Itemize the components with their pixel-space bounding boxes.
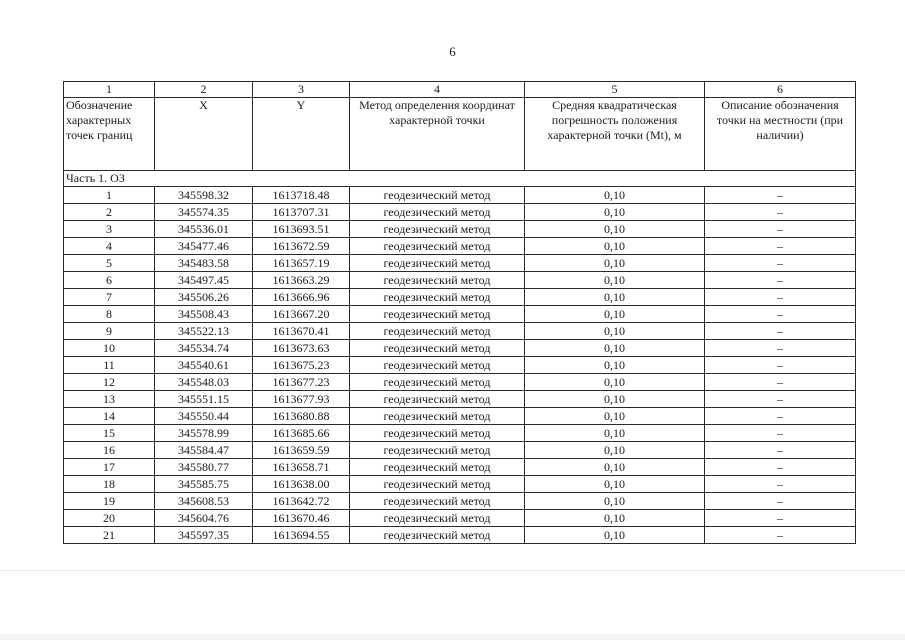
column-number-row [64, 82, 856, 98]
cell-y: 1613642.72 [253, 493, 350, 510]
column-number: 5 [525, 82, 705, 98]
cell-description: – [705, 323, 856, 340]
cell-description: – [705, 425, 856, 442]
cell-method: геодезический метод [350, 408, 525, 425]
cell-point: 19 [64, 493, 155, 510]
cell-method: геодезический метод [350, 289, 525, 306]
cell-method: геодезический метод [350, 527, 525, 544]
cell-description: – [705, 272, 856, 289]
cell-accuracy: 0,10 [525, 374, 705, 391]
column-number: 2 [155, 82, 253, 98]
table-row [64, 476, 856, 493]
cell-method: геодезический метод [350, 391, 525, 408]
header-method: Метод определения координат характерной точки [350, 98, 525, 171]
cell-method: геодезический метод [350, 374, 525, 391]
cell-x: 345540.61 [155, 357, 253, 374]
cell-y: 1613675.23 [253, 357, 350, 374]
cell-description: – [705, 391, 856, 408]
cell-point: 10 [64, 340, 155, 357]
cell-x: 345604.76 [155, 510, 253, 527]
table-row [64, 204, 856, 221]
cell-description: – [705, 374, 856, 391]
section-title: Часть 1. ОЗ [64, 171, 856, 187]
cell-description: – [705, 408, 856, 425]
cell-y: 1613677.93 [253, 391, 350, 408]
page-bottom-shade [0, 634, 905, 640]
cell-description: – [705, 187, 856, 204]
cell-accuracy: 0,10 [525, 493, 705, 510]
cell-x: 345477.46 [155, 238, 253, 255]
cell-y: 1613680.88 [253, 408, 350, 425]
cell-method: геодезический метод [350, 442, 525, 459]
cell-description: – [705, 442, 856, 459]
cell-point: 7 [64, 289, 155, 306]
cell-description: – [705, 238, 856, 255]
page-number: 6 [449, 44, 456, 59]
cell-description: – [705, 493, 856, 510]
cell-method: геодезический метод [350, 221, 525, 238]
cell-accuracy: 0,10 [525, 238, 705, 255]
cell-method: геодезический метод [350, 357, 525, 374]
cell-method: геодезический метод [350, 425, 525, 442]
cell-description: – [705, 476, 856, 493]
header-x: X [155, 98, 253, 171]
cell-accuracy: 0,10 [525, 187, 705, 204]
cell-description: – [705, 221, 856, 238]
cell-accuracy: 0,10 [525, 340, 705, 357]
cell-accuracy: 0,10 [525, 408, 705, 425]
table-row [64, 459, 856, 476]
table-row [64, 442, 856, 459]
cell-point: 21 [64, 527, 155, 544]
cell-y: 1613693.51 [253, 221, 350, 238]
cell-accuracy: 0,10 [525, 391, 705, 408]
table-row [64, 425, 856, 442]
cell-method: геодезический метод [350, 476, 525, 493]
section-row [64, 171, 856, 187]
cell-y: 1613677.23 [253, 374, 350, 391]
cell-accuracy: 0,10 [525, 306, 705, 323]
cell-method: геодезический метод [350, 510, 525, 527]
coordinates-table [63, 81, 856, 544]
cell-y: 1613638.00 [253, 476, 350, 493]
table-row [64, 289, 856, 306]
table-row [64, 272, 856, 289]
cell-accuracy: 0,10 [525, 255, 705, 272]
cell-description: – [705, 459, 856, 476]
cell-x: 345508.43 [155, 306, 253, 323]
cell-y: 1613659.59 [253, 442, 350, 459]
cell-accuracy: 0,10 [525, 459, 705, 476]
cell-x: 345585.75 [155, 476, 253, 493]
cell-x: 345497.45 [155, 272, 253, 289]
table-row [64, 187, 856, 204]
cell-point: 16 [64, 442, 155, 459]
cell-point: 4 [64, 238, 155, 255]
cell-y: 1613666.96 [253, 289, 350, 306]
cell-x: 345551.15 [155, 391, 253, 408]
header-description: Описание обозначения точки на местности (при наличии) [705, 98, 856, 171]
table-row [64, 510, 856, 527]
table-row [64, 238, 856, 255]
cell-y: 1613673.63 [253, 340, 350, 357]
cell-accuracy: 0,10 [525, 510, 705, 527]
cell-point: 2 [64, 204, 155, 221]
cell-x: 345548.03 [155, 374, 253, 391]
header-row [64, 98, 856, 171]
cell-x: 345584.47 [155, 442, 253, 459]
page-edge-line [0, 570, 905, 571]
cell-x: 345580.77 [155, 459, 253, 476]
table-row [64, 408, 856, 425]
cell-description: – [705, 527, 856, 544]
cell-description: – [705, 255, 856, 272]
cell-method: геодезический метод [350, 459, 525, 476]
cell-y: 1613694.55 [253, 527, 350, 544]
cell-accuracy: 0,10 [525, 204, 705, 221]
cell-point: 17 [64, 459, 155, 476]
column-number: 3 [253, 82, 350, 98]
cell-accuracy: 0,10 [525, 527, 705, 544]
cell-x: 345534.74 [155, 340, 253, 357]
cell-accuracy: 0,10 [525, 323, 705, 340]
cell-method: геодезический метод [350, 272, 525, 289]
cell-point: 12 [64, 374, 155, 391]
table-row [64, 493, 856, 510]
cell-x: 345578.99 [155, 425, 253, 442]
cell-y: 1613707.31 [253, 204, 350, 221]
cell-accuracy: 0,10 [525, 289, 705, 306]
cell-point: 11 [64, 357, 155, 374]
cell-y: 1613685.66 [253, 425, 350, 442]
cell-x: 345506.26 [155, 289, 253, 306]
cell-accuracy: 0,10 [525, 425, 705, 442]
cell-y: 1613670.41 [253, 323, 350, 340]
cell-accuracy: 0,10 [525, 357, 705, 374]
column-number: 1 [64, 82, 155, 98]
table-row [64, 221, 856, 238]
table-row [64, 340, 856, 357]
cell-x: 345550.44 [155, 408, 253, 425]
table-row [64, 323, 856, 340]
cell-x: 345536.01 [155, 221, 253, 238]
table-row [64, 255, 856, 272]
cell-description: – [705, 306, 856, 323]
cell-description: – [705, 357, 856, 374]
cell-y: 1613663.29 [253, 272, 350, 289]
table-row [64, 306, 856, 323]
cell-point: 1 [64, 187, 155, 204]
table-row [64, 374, 856, 391]
cell-description: – [705, 204, 856, 221]
cell-y: 1613718.48 [253, 187, 350, 204]
cell-x: 345608.53 [155, 493, 253, 510]
cell-point: 18 [64, 476, 155, 493]
cell-method: геодезический метод [350, 187, 525, 204]
cell-y: 1613658.71 [253, 459, 350, 476]
cell-method: геодезический метод [350, 238, 525, 255]
cell-method: геодезический метод [350, 323, 525, 340]
table-row [64, 357, 856, 374]
header-accuracy: Средняя квадратическая погрешность положения характерной точки (Mt), м [525, 98, 705, 171]
column-number: 6 [705, 82, 856, 98]
table-row [64, 527, 856, 544]
cell-y: 1613672.59 [253, 238, 350, 255]
cell-point: 3 [64, 221, 155, 238]
table-row [64, 391, 856, 408]
cell-accuracy: 0,10 [525, 476, 705, 493]
cell-method: геодезический метод [350, 340, 525, 357]
cell-point: 15 [64, 425, 155, 442]
cell-method: геодезический метод [350, 493, 525, 510]
header-y: Y [253, 98, 350, 171]
cell-method: геодезический метод [350, 255, 525, 272]
cell-accuracy: 0,10 [525, 221, 705, 238]
cell-x: 345598.32 [155, 187, 253, 204]
cell-y: 1613670.46 [253, 510, 350, 527]
cell-accuracy: 0,10 [525, 272, 705, 289]
cell-x: 345483.58 [155, 255, 253, 272]
cell-x: 345574.35 [155, 204, 253, 221]
cell-point: 13 [64, 391, 155, 408]
cell-method: геодезический метод [350, 306, 525, 323]
cell-description: – [705, 510, 856, 527]
cell-point: 9 [64, 323, 155, 340]
cell-x: 345522.13 [155, 323, 253, 340]
cell-x: 345597.35 [155, 527, 253, 544]
cell-point: 8 [64, 306, 155, 323]
cell-point: 5 [64, 255, 155, 272]
cell-accuracy: 0,10 [525, 442, 705, 459]
column-number: 4 [350, 82, 525, 98]
cell-point: 6 [64, 272, 155, 289]
cell-description: – [705, 289, 856, 306]
cell-y: 1613657.19 [253, 255, 350, 272]
cell-y: 1613667.20 [253, 306, 350, 323]
cell-point: 14 [64, 408, 155, 425]
cell-description: – [705, 340, 856, 357]
cell-method: геодезический метод [350, 204, 525, 221]
header-point-designation: Обозначение характерных точек границ [64, 98, 155, 171]
cell-point: 20 [64, 510, 155, 527]
